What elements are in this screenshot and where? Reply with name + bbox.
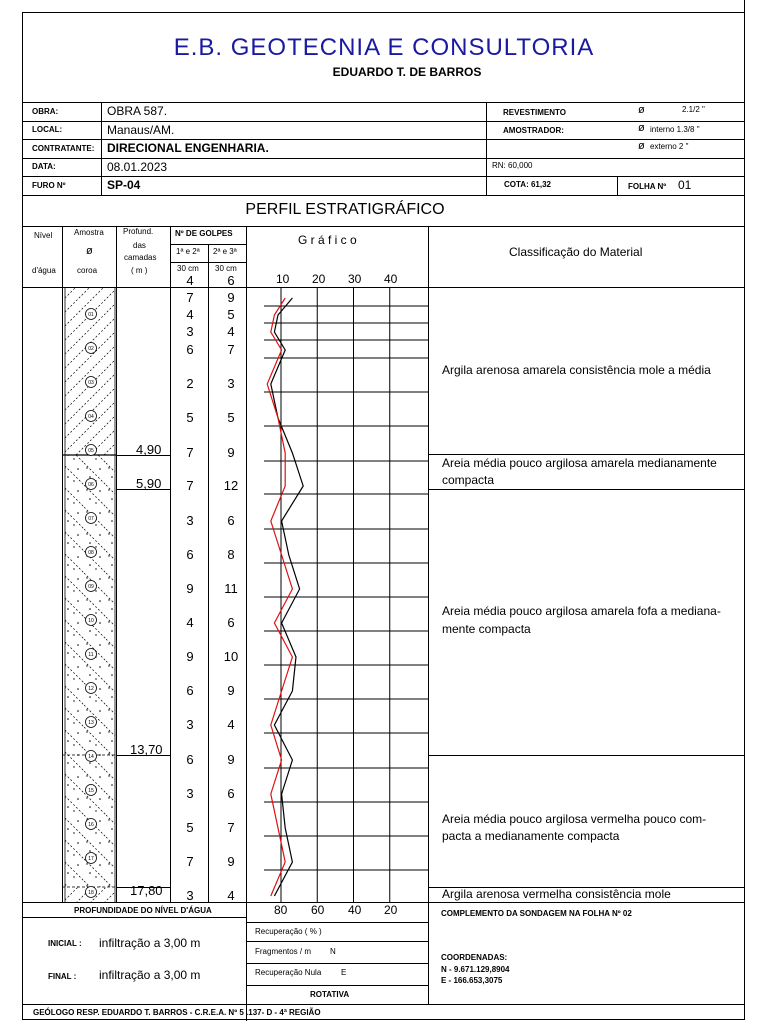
- golpes-23: 11: [224, 581, 238, 596]
- data-label: DATA:: [32, 162, 56, 171]
- golpes-23: 6: [227, 615, 235, 630]
- spt-chart: [246, 287, 428, 902]
- coord-n-value: N - 9.671.129,8904: [441, 965, 510, 974]
- coord-e-value: E - 166.653,3075: [441, 976, 503, 985]
- golpes-12: 7: [186, 854, 194, 869]
- golpes-23: 9: [227, 290, 235, 305]
- sample-marker: [86, 411, 97, 422]
- svg-text:12: 12: [88, 686, 94, 692]
- golpes-23: 5: [227, 410, 235, 425]
- col-profund2: das: [133, 241, 146, 250]
- golpes-12: 5: [186, 410, 194, 425]
- sample-marker: [86, 853, 97, 864]
- golpes-12: 6: [186, 752, 194, 767]
- golpes-23: 3: [227, 376, 235, 391]
- col-golpes: Nº DE GOLPES: [175, 229, 233, 238]
- depth-value: 17,80: [130, 883, 163, 898]
- col-cm2: 30 cm: [215, 264, 237, 273]
- coordenadas-label: COORDENADAS:: [441, 953, 508, 962]
- svg-text:03: 03: [88, 380, 94, 386]
- sample-marker: [86, 717, 97, 728]
- rn-value: RN: 60,000: [492, 161, 533, 170]
- nivel-title: PROFUNDIDADE DO NÍVEL D'ÁGUA: [74, 906, 212, 915]
- col-profund: Profund.: [123, 227, 154, 236]
- svg-text:07: 07: [88, 516, 94, 522]
- golpes-23: 9: [227, 445, 235, 460]
- golpes-23: 12: [223, 478, 239, 493]
- sample-marker: [86, 479, 97, 490]
- svg-text:13: 13: [88, 720, 94, 726]
- golpes-23: 7: [227, 342, 235, 357]
- golpes-12: 3: [186, 324, 194, 339]
- col-grafico: G r á f i c o: [298, 233, 357, 247]
- inicial-label: INICIAL :: [48, 939, 82, 948]
- col-coroa: coroa: [77, 266, 98, 275]
- golpes-12: 4: [186, 307, 194, 322]
- svg-text:17: 17: [88, 856, 94, 862]
- profile-title: PERFIL ESTRATIGRÁFICO: [245, 201, 445, 218]
- sample-marker: [86, 615, 97, 626]
- furo-label: FURO Nº: [32, 181, 66, 190]
- golpes-23: 7: [227, 820, 235, 835]
- axis-top-label: 40: [384, 272, 398, 286]
- sample-column: [62, 287, 116, 902]
- depth-value: 4,90: [136, 442, 162, 457]
- layer-description: Areia média pouco argilosa amarela fofa a mediana-: [442, 604, 721, 618]
- sample-marker: [86, 377, 97, 388]
- golpes-12: 3: [186, 513, 194, 528]
- golpes-12: 7: [186, 445, 194, 460]
- fragmentos-value: N: [330, 947, 336, 956]
- col-g23: 2ª e 3ª: [213, 247, 237, 256]
- data-value: 08.01.2023: [107, 160, 168, 174]
- layer-description: Argila arenosa vermelha consistência mole: [442, 887, 671, 901]
- obra-value: OBRA 587.: [107, 104, 168, 118]
- col-nivel2: d'água: [32, 266, 56, 275]
- contratante-label: CONTRATANTE:: [32, 144, 95, 153]
- company-title: E.B. GEOTECNIA E CONSULTORIA: [173, 34, 595, 61]
- complemento-label: COMPLEMENTO DA SONDAGEM NA FOLHA Nº 02: [441, 909, 632, 918]
- recup-nula-value: E: [341, 968, 347, 977]
- col-amostra: Amostra: [74, 228, 104, 237]
- sample-marker: [86, 649, 97, 660]
- fragmentos-label: Fragmentos / m: [255, 947, 312, 956]
- furo-value: SP-04: [107, 178, 141, 192]
- golpes-12: 3: [186, 717, 194, 732]
- svg-text:15: 15: [88, 788, 94, 794]
- local-value: Manaus/AM.: [107, 123, 175, 137]
- axis-bottom-label: 20: [384, 903, 398, 917]
- externo-value: externo 2 ": [650, 142, 689, 151]
- revestimento-label: REVESTIMENTO: [503, 108, 566, 117]
- layer-description: Argila arenosa amarela consistência mole a média: [442, 363, 711, 377]
- svg-text:10: 10: [88, 618, 94, 624]
- golpes-12: 6: [186, 683, 194, 698]
- golpes-23: 9: [227, 752, 235, 767]
- recuperacao-label: Recuperação ( % ): [255, 927, 322, 936]
- obra-label: OBRA:: [32, 107, 59, 116]
- golpes-23: 9: [227, 854, 235, 869]
- layer-description: Areia média pouco argilosa amarela medianamente: [442, 456, 717, 470]
- svg-text:16: 16: [88, 822, 94, 828]
- sample-marker: [86, 343, 97, 354]
- sample-marker: [86, 445, 97, 456]
- svg-text:11: 11: [88, 652, 94, 658]
- layer-description: mente compacta: [442, 622, 531, 636]
- golpes-12: 9: [186, 649, 194, 664]
- person-name: EDUARDO T. DE BARROS: [332, 65, 482, 79]
- sample-marker: [86, 887, 97, 898]
- golpes-23: 4: [227, 717, 235, 732]
- golpes-12: 2: [186, 376, 194, 391]
- col-g12: 1ª e 2ª: [176, 247, 200, 256]
- svg-text:06: 06: [88, 482, 94, 488]
- svg-text:08: 08: [88, 550, 94, 556]
- geologo-label: GEÓLOGO RESP. EDUARDO T. BARROS - C.R.E.A. Nº 5 .137- D - 4ª REGIÃO: [33, 1008, 321, 1017]
- col-profund3: camadas: [124, 253, 157, 262]
- sample-marker: [86, 581, 97, 592]
- cota-value: COTA: 61,32: [504, 180, 551, 189]
- final-label: FINAL :: [48, 972, 77, 981]
- golpes-12: 7: [186, 290, 194, 305]
- layer-description: pacta a medianamente compacta: [442, 829, 620, 843]
- golpes-12: 6: [186, 547, 194, 562]
- golpes-23: 6: [227, 513, 235, 528]
- final-value: infiltração a 3,00 m: [99, 968, 201, 982]
- sample-marker: [86, 683, 97, 694]
- golpes-12: 4: [186, 273, 194, 288]
- golpes-12: 6: [186, 342, 194, 357]
- col-cm1: 30 cm: [177, 264, 199, 273]
- sample-marker: [86, 309, 97, 320]
- axis-top-label: 10: [276, 272, 290, 286]
- golpes-12: 3: [186, 786, 194, 801]
- diameter-icon: ø: [638, 104, 645, 116]
- golpes-23: 6: [227, 786, 235, 801]
- golpes-23: 10: [223, 649, 239, 664]
- golpes-23: 8: [227, 547, 235, 562]
- sample-marker: [86, 751, 97, 762]
- col-nivel: Nível: [34, 231, 53, 240]
- col-classificacao: Classificação do Material: [509, 245, 643, 259]
- axis-bottom-label: 60: [311, 903, 325, 917]
- golpes-23: 6: [227, 273, 235, 288]
- sample-marker: [86, 513, 97, 524]
- local-label: LOCAL:: [32, 125, 63, 134]
- diameter-icon: ø: [86, 245, 93, 257]
- inicial-value: infiltração a 3,00 m: [99, 936, 201, 950]
- col-profund4: ( m ): [131, 266, 148, 275]
- amostrador-label: AMOSTRADOR:: [503, 126, 564, 135]
- sample-marker: [86, 785, 97, 796]
- recup-nula-label: Recuperação Nula: [255, 968, 322, 977]
- golpes-23: 4: [227, 324, 235, 339]
- rotativa-label: ROTATIVA: [310, 990, 350, 999]
- layer-description: compacta: [442, 473, 495, 487]
- axis-bottom-label: 40: [348, 903, 362, 917]
- svg-text:04: 04: [88, 414, 94, 420]
- contratante-value: DIRECIONAL ENGENHARIA.: [107, 141, 269, 155]
- svg-text:18: 18: [88, 890, 94, 896]
- svg-text:05: 05: [88, 448, 94, 454]
- axis-bottom-label: 80: [274, 903, 288, 917]
- golpes-12: 7: [186, 478, 194, 493]
- svg-text:01: 01: [88, 312, 94, 318]
- golpes-12: 5: [186, 820, 194, 835]
- golpes-12: 9: [186, 581, 194, 596]
- golpes-23: 4: [227, 888, 235, 903]
- sample-marker: [86, 819, 97, 830]
- folha-value: 01: [678, 178, 692, 192]
- folha-label: FOLHA Nº: [628, 182, 667, 191]
- svg-text:14: 14: [88, 754, 94, 760]
- golpes-23: 9: [227, 683, 235, 698]
- svg-text:02: 02: [88, 346, 94, 352]
- diameter-icon: ø: [638, 122, 645, 134]
- axis-top-label: 20: [312, 272, 326, 286]
- golpes-12: 4: [186, 615, 194, 630]
- revestimento-value: 2.1/2 ": [682, 105, 705, 114]
- svg-text:09: 09: [88, 584, 94, 590]
- interno-value: interno 1.3/8 ": [650, 125, 700, 134]
- golpes-12: 3: [186, 888, 194, 903]
- depth-value: 13,70: [130, 742, 163, 757]
- axis-top-label: 30: [348, 272, 362, 286]
- layer-description: Areia média pouco argilosa vermelha pouco com-: [442, 812, 707, 826]
- golpes-23: 5: [227, 307, 235, 322]
- depth-value: 5,90: [136, 476, 162, 491]
- sample-marker: [86, 547, 97, 558]
- diameter-icon: ø: [638, 140, 645, 152]
